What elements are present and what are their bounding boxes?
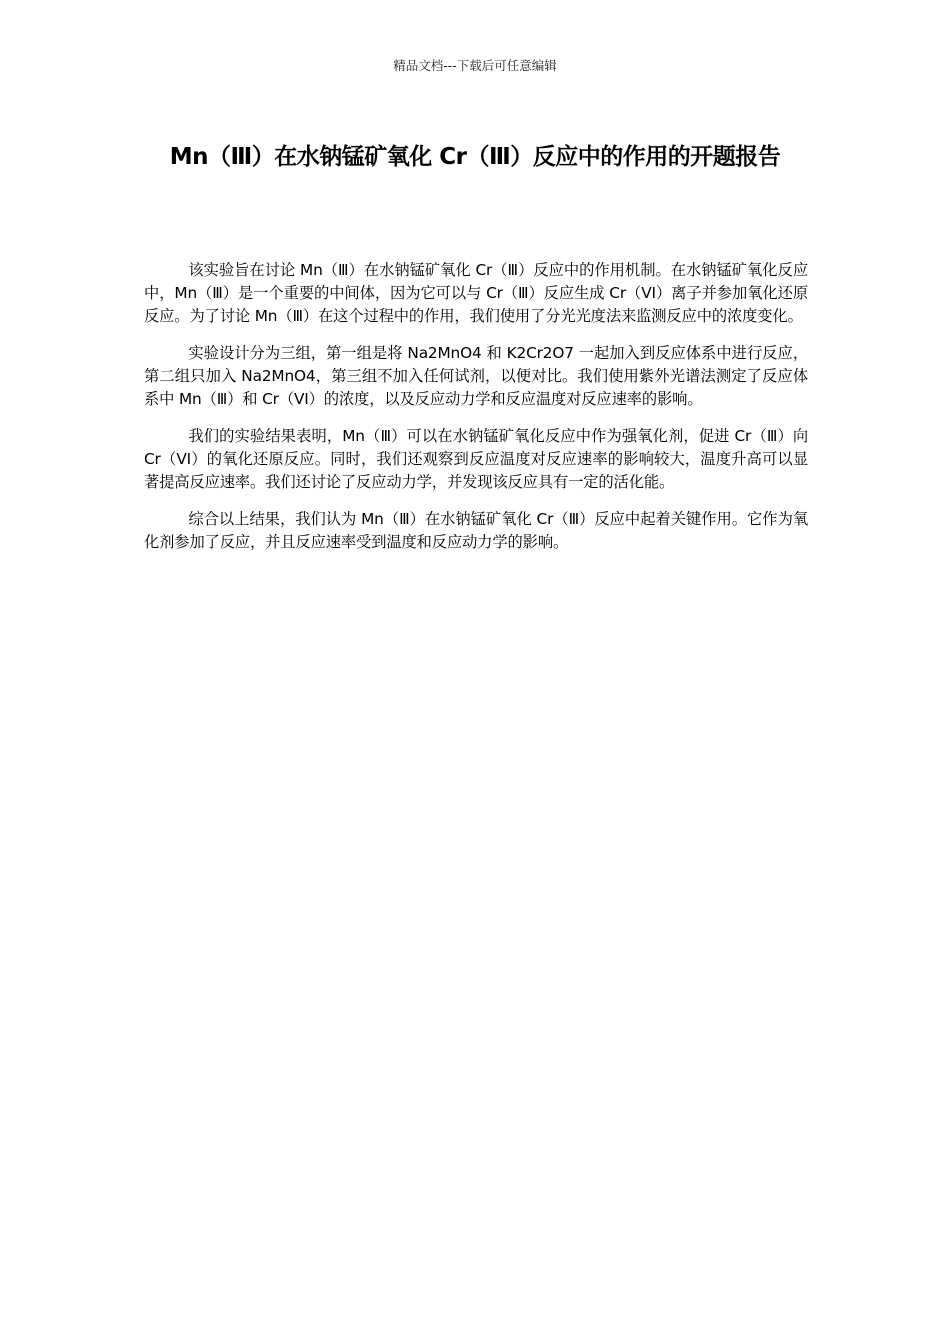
- body-paragraph-4: 综合以上结果，我们认为 Mn（Ⅲ）在水钠锰矿氧化 Cr（Ⅲ）反应中起着关键作用。它作为氧化剂参加了反应，并且反应速率受到温度和反应动力学的影响。: [144, 510, 808, 551]
- body-paragraph-1: 该实验旨在讨论 Mn（Ⅲ）在水钠锰矿氧化 Cr（Ⅲ）反应中的作用机制。在水钠锰矿氧化反应中，Mn（Ⅲ）是一个重要的中间体，因为它可以与 Cr（Ⅲ）反应生成 Cr（VI）离子并参加氧化还原反应。为了讨论 Mn（Ⅲ）在这个过程中的作用，我们使用了分光光度法来监测反应中的浓度变化。: [144, 261, 808, 325]
- body-paragraph-2: 实验设计分为三组，第一组是将 Na2MnO4 和 K2Cr2O7 一起加入到反应体系中进行反应，第二组只加入 Na2MnO4，第三组不加入任何试剂，以便对比。我们使用紫外光谱法测定了反应体系中 Mn（Ⅲ）和 Cr（VI）的浓度，以及反应动力学和反应温度对反应速率的影响。: [144, 344, 808, 408]
- document-title: Mn（Ⅲ）在水钠锰矿氧化 Cr（Ⅲ）反应中的作用的开题报告: [169, 144, 781, 170]
- page-header-watermark: 精品文档---下载后可任意编辑: [393, 58, 557, 73]
- body-paragraph-3: 我们的实验结果表明，Mn（Ⅲ）可以在水钠锰矿氧化反应中作为强氧化剂，促进 Cr（Ⅲ）向 Cr（VI）的氧化还原反应。同时，我们还观察到反应温度对反应速率的影响较大，温度升高可以显著提高反应速率。我们还讨论了反应动力学，并发现该反应具有一定的活化能。: [144, 427, 808, 491]
- document-body: [144, 259, 808, 568]
